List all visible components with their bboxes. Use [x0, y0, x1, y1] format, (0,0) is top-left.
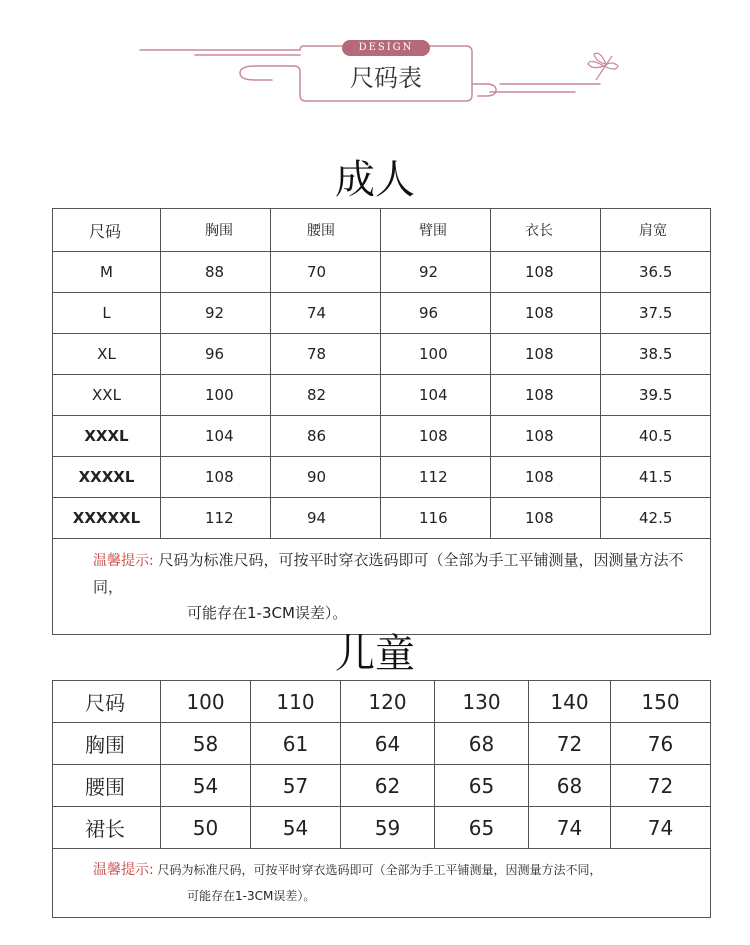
column-header: 胸围 — [161, 209, 271, 252]
column-header: 140 — [529, 681, 611, 723]
column-header: 肩宽 — [601, 209, 711, 252]
table-cell: 108 — [491, 416, 601, 457]
table-cell: 74 — [271, 293, 381, 334]
table-cell: 41.5 — [601, 457, 711, 498]
table-cell: 78 — [271, 334, 381, 375]
table-cell: 50 — [161, 807, 251, 849]
column-header: 130 — [435, 681, 529, 723]
table-cell: 116 — [381, 498, 491, 539]
table-cell: 96 — [381, 293, 491, 334]
table-cell: 57 — [251, 765, 341, 807]
table-cell: 70 — [271, 252, 381, 293]
table-cell: 94 — [271, 498, 381, 539]
table-cell: 104 — [381, 375, 491, 416]
column-header: 尺码 — [53, 209, 161, 252]
table-row — [53, 723, 711, 765]
column-header: 臂围 — [381, 209, 491, 252]
table-note-row — [53, 539, 711, 635]
adult-section-title: 成人 — [335, 157, 415, 203]
table-cell: 54 — [251, 807, 341, 849]
note-text: 可能存在1-3CM误差）。 — [187, 889, 316, 903]
table-cell: 100 — [381, 334, 491, 375]
table-cell: M — [53, 252, 161, 293]
table-cell: 76 — [611, 723, 711, 765]
table-row — [53, 293, 711, 334]
table-cell: 86 — [271, 416, 381, 457]
table-cell: 62 — [341, 765, 435, 807]
size-note — [53, 849, 711, 918]
table-cell: 112 — [161, 498, 271, 539]
table-row — [53, 807, 711, 849]
header-title: 尺码表 — [350, 64, 422, 92]
adult-size-table — [52, 208, 711, 635]
table-cell: XXXXXL — [53, 498, 161, 539]
table-cell: 36.5 — [601, 252, 711, 293]
row-label: 裙长 — [53, 807, 161, 849]
column-header: 尺码 — [53, 681, 161, 723]
table-cell: 88 — [161, 252, 271, 293]
table-cell: 58 — [161, 723, 251, 765]
table-row — [53, 457, 711, 498]
table-cell: 96 — [161, 334, 271, 375]
row-label: 胸围 — [53, 723, 161, 765]
table-cell: 68 — [529, 765, 611, 807]
table-cell: XXXL — [53, 416, 161, 457]
table-cell: 90 — [271, 457, 381, 498]
table-cell: XXL — [53, 375, 161, 416]
table-cell: 59 — [341, 807, 435, 849]
note-text: 尺码为标准尺码，可按平时穿衣选码即可（全部为手工平铺测量，因测量方法不同， — [93, 551, 684, 596]
note-label: 温馨提示: — [93, 553, 154, 569]
table-row — [53, 334, 711, 375]
column-header: 150 — [611, 681, 711, 723]
table-cell: 65 — [435, 765, 529, 807]
table-cell: 65 — [435, 807, 529, 849]
table-cell: L — [53, 293, 161, 334]
table-cell: XXXXL — [53, 457, 161, 498]
table-cell: 37.5 — [601, 293, 711, 334]
table-header-row — [53, 681, 711, 723]
table-cell: 40.5 — [601, 416, 711, 457]
table-cell: 108 — [491, 375, 601, 416]
column-header: 100 — [161, 681, 251, 723]
row-label: 腰围 — [53, 765, 161, 807]
table-cell: 108 — [491, 457, 601, 498]
table-row — [53, 765, 711, 807]
note-label: 温馨提示: — [93, 862, 154, 878]
table-cell: 61 — [251, 723, 341, 765]
table-cell: 100 — [161, 375, 271, 416]
table-header-row — [53, 209, 711, 252]
table-cell: 92 — [381, 252, 491, 293]
table-cell: 108 — [491, 252, 601, 293]
column-header: 衣长 — [491, 209, 601, 252]
table-row — [53, 375, 711, 416]
column-header: 110 — [251, 681, 341, 723]
table-cell: 72 — [611, 765, 711, 807]
table-cell: 108 — [161, 457, 271, 498]
note-text: 可能存在1-3CM误差）。 — [187, 604, 348, 622]
table-cell: XL — [53, 334, 161, 375]
design-header — [0, 0, 750, 120]
table-row — [53, 498, 711, 539]
table-row — [53, 252, 711, 293]
table-note-row — [53, 849, 711, 918]
table-cell: 68 — [435, 723, 529, 765]
table-cell: 72 — [529, 723, 611, 765]
column-header: 腰围 — [271, 209, 381, 252]
table-row — [53, 416, 711, 457]
table-cell: 38.5 — [601, 334, 711, 375]
table-cell: 74 — [529, 807, 611, 849]
table-cell: 104 — [161, 416, 271, 457]
table-cell: 108 — [381, 416, 491, 457]
table-cell: 42.5 — [601, 498, 711, 539]
kids-section-title: 儿童 — [335, 631, 415, 677]
table-cell: 112 — [381, 457, 491, 498]
kids-size-table — [52, 680, 711, 918]
table-cell: 74 — [611, 807, 711, 849]
column-header: 120 — [341, 681, 435, 723]
table-cell: 108 — [491, 293, 601, 334]
note-text: 尺码为标准尺码，可按平时穿衣选码即可（全部为手工平铺测量，因测量方法不同， — [157, 863, 602, 877]
table-cell: 82 — [271, 375, 381, 416]
table-cell: 92 — [161, 293, 271, 334]
dragonfly-icon — [588, 53, 618, 80]
table-cell: 108 — [491, 334, 601, 375]
table-cell: 54 — [161, 765, 251, 807]
size-note — [53, 539, 711, 635]
design-badge: DESIGN — [342, 40, 430, 56]
table-cell: 64 — [341, 723, 435, 765]
table-cell: 108 — [491, 498, 601, 539]
table-cell: 39.5 — [601, 375, 711, 416]
